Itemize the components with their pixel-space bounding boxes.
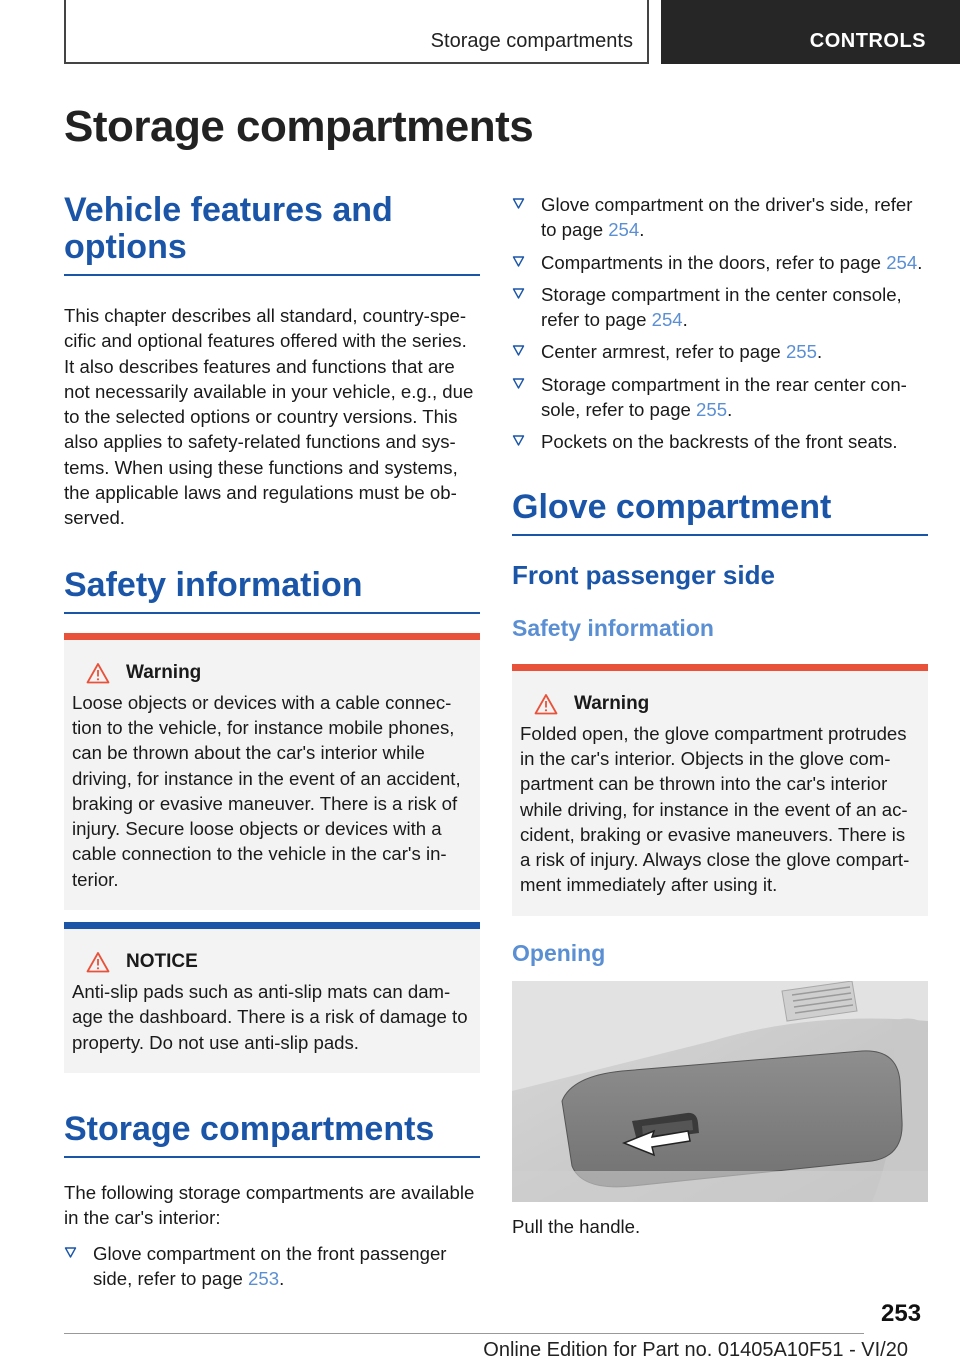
- list-item: [512, 429, 928, 454]
- warning-title: Warning: [126, 661, 202, 683]
- bullet-triangle-icon: [512, 255, 525, 268]
- warning-body: Loose objects or devices with a cable connection to the vehicle, for instance mobile phones, can be thrown about the car's interior while driving, for instance in the event of an accident, braking or evasive maneuver. There is a risk of injury. Secure loose objects or devices with a cable connection to the vehicle in the car's interior.: [72, 691, 461, 890]
- list-item-end: .: [727, 399, 733, 421]
- page-title: Storage compartments: [64, 102, 534, 151]
- warning-box: [64, 633, 480, 910]
- storage-list-right: [512, 192, 928, 455]
- right-column: [512, 192, 928, 1239]
- page-reference-link[interactable]: 254: [651, 309, 683, 331]
- list-item-text: Storage compartment in the rear center console, refer to page: [541, 373, 907, 421]
- glove-compartment-heading: Glove compartment: [512, 489, 928, 536]
- list-item-end: .: [279, 1267, 285, 1289]
- notice-title: NOTICE: [126, 951, 198, 973]
- glove-warning-box: [512, 664, 928, 916]
- warning-box-header: [86, 662, 472, 684]
- list-item: [512, 192, 928, 243]
- header-chapter-title: CONTROLS: [809, 30, 926, 52]
- running-header-chapter: [661, 0, 960, 64]
- list-item: [512, 372, 928, 423]
- list-item-text: Glove compartment on the front passenger side, refer to page: [93, 1242, 447, 1289]
- page-number: 253: [881, 1300, 922, 1327]
- page-reference-link[interactable]: 254: [608, 219, 640, 241]
- warning-triangle-icon: [534, 693, 558, 715]
- list-item-text: Pockets on the backrests of the front seats.: [541, 431, 898, 453]
- vehicle-features-heading: Vehicle features and options: [64, 192, 480, 276]
- left-column: [64, 192, 480, 1291]
- list-item-end: .: [917, 251, 923, 273]
- list-item: [512, 339, 928, 364]
- bullet-triangle-icon: [512, 344, 525, 357]
- list-item-text: Compartments in the doors, refer to page: [541, 251, 887, 273]
- page-reference-link[interactable]: 253: [248, 1267, 280, 1289]
- storage-intro: The following storage compartments are available in the car's interior:: [64, 1181, 475, 1229]
- vehicle-features-body: This chapter describes all standard, country-specific and optional features offered with the series. It also describes features and functions that are not necessarily available in your vehicle, e.g., due to the selected options or country versions. This also applies to safety-related functions and systems. When using these functions and systems, the applicable laws and regulations must be observed.: [64, 305, 474, 529]
- glove-compartment-photo: [512, 981, 928, 1202]
- list-item-text: Glove compartment on the driver's side, refer to page: [541, 194, 913, 241]
- bullet-triangle-icon: [512, 434, 525, 447]
- warning-triangle-icon: [86, 662, 110, 684]
- front-passenger-side-heading: Front passenger side: [512, 559, 775, 590]
- list-item-end: .: [682, 309, 688, 331]
- safety-information-heading: Safety information: [64, 567, 480, 614]
- footer-divider: [64, 1333, 864, 1334]
- list-item-end: .: [639, 219, 645, 241]
- running-header-section: [64, 0, 649, 64]
- notice-body: Anti-slip pads such as anti-slip mats can damage the dashboard. There is a risk of damage to property. Do not use anti-slip pads.: [72, 981, 468, 1053]
- page-reference-link[interactable]: 255: [785, 341, 817, 363]
- storage-list-left: [64, 1241, 480, 1292]
- page-reference-link[interactable]: 254: [886, 251, 918, 273]
- bullet-triangle-icon: [512, 377, 525, 390]
- glove-warning-header: [534, 693, 920, 715]
- glove-warning-body: Folded open, the glove compartment protrudes in the car's interior. Objects in the glove compartment can be thrown into the car's interior while driving, for instance in the event of an accident, braking or evasive maneuvers. There is a risk of injury. Always close the glove compartment immediately after using it.: [520, 722, 910, 896]
- notice-box: [64, 922, 480, 1073]
- storage-compartments-heading: Storage compartments: [64, 1111, 480, 1158]
- bullet-triangle-icon: [512, 197, 525, 210]
- glove-safety-heading: Safety information: [512, 614, 714, 641]
- list-item-end: .: [816, 341, 823, 363]
- bullet-triangle-icon: [512, 287, 525, 300]
- opening-caption: Pull the handle.: [512, 1215, 641, 1237]
- bullet-triangle-icon: [64, 1246, 77, 1259]
- opening-heading: Opening: [512, 939, 606, 966]
- list-item: [512, 282, 928, 333]
- page-reference-link[interactable]: 255: [696, 399, 728, 421]
- notice-box-header: [86, 951, 472, 973]
- header-section-title: Storage compartments: [430, 30, 633, 52]
- glove-warning-title: Warning: [574, 692, 650, 714]
- footer-edition: Online Edition for Part no. 01405A10F51 - VI/20: [483, 1339, 908, 1361]
- warning-triangle-icon: [86, 951, 110, 973]
- list-item: [64, 1241, 480, 1292]
- list-item-text: Storage compartment in the center console, refer to page: [541, 283, 902, 331]
- list-item: [512, 250, 928, 275]
- list-item-text: Center armrest, refer to page: [541, 341, 786, 363]
